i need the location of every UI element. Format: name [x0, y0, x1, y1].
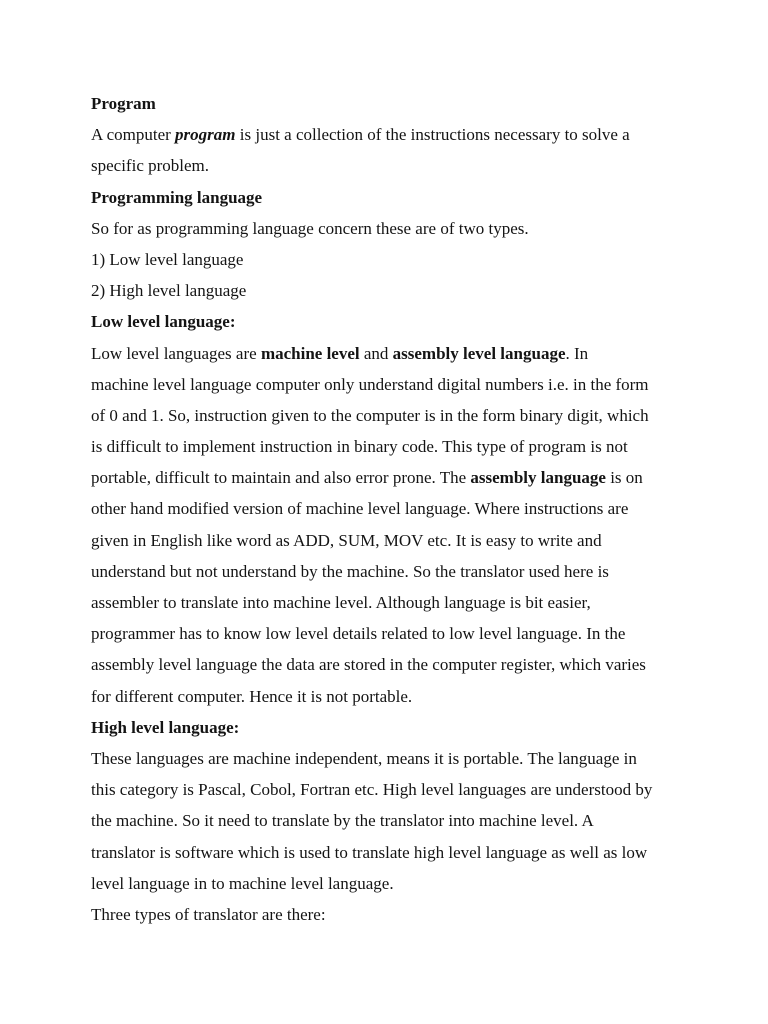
text-run: Low level languages are — [91, 343, 261, 363]
heading-text: Low level language: — [91, 312, 236, 332]
text-run: is just a collection of the instructions necessary to solve a — [235, 125, 630, 145]
text-run: and — [359, 343, 393, 363]
text-run: portable, difficult to maintain and also error prone. The — [91, 468, 471, 488]
document-body — [91, 88, 681, 930]
emphasis-program: program — [175, 125, 236, 145]
text-run: level language in to machine level language. — [91, 873, 394, 893]
paragraph-line — [91, 431, 681, 462]
text-run: . In — [565, 343, 589, 363]
paragraph-line — [91, 119, 681, 150]
heading-text: Program — [91, 94, 156, 113]
text-run: is difficult to implement instruction in binary code. This type of program is not — [91, 437, 628, 457]
text-run: is on — [605, 468, 643, 488]
text-run: for different computer. Hence it is not portable. — [91, 686, 413, 706]
text-run: So for as programming language concern these are of two types. — [91, 218, 529, 238]
bold-assembly-language: assembly language — [470, 468, 606, 488]
paragraph-line — [91, 338, 681, 369]
text-run: of 0 and 1. So, instruction given to the computer is in the form binary digit, which — [91, 405, 649, 425]
paragraph-line — [91, 868, 681, 899]
paragraph-line — [91, 805, 681, 836]
text-run: assembly level language the data are stored in the computer register, which varies — [91, 655, 646, 675]
paragraph-line — [91, 493, 681, 524]
paragraph-line — [91, 369, 681, 400]
paragraph-line — [91, 525, 681, 556]
text-run: 1) Low level language — [91, 249, 244, 269]
paragraph-line — [91, 213, 681, 244]
text-run: translator is software which is used to translate high level language as well as low — [91, 842, 648, 862]
text-run: specific problem. — [91, 156, 210, 176]
heading-low-level-language — [91, 306, 681, 337]
paragraph-line — [91, 462, 681, 493]
text-run: other hand modified version of machine level language. Where instructions are — [91, 499, 629, 519]
text-run: assembler to translate into machine level. Although language is bit easier, — [91, 593, 591, 612]
text-run: this category is Pascal, Cobol, Fortran etc. High level languages are understood by — [91, 780, 653, 800]
text-run: machine level language computer only understand digital numbers i.e. in the form — [91, 374, 649, 394]
text-run: understand but not understand by the machine. So the translator used here is — [91, 561, 609, 581]
paragraph-line — [91, 743, 681, 774]
paragraph-line — [91, 400, 681, 431]
text-run: Three types of translator are there: — [91, 904, 326, 924]
paragraph-line — [91, 649, 681, 680]
paragraph-line — [91, 899, 681, 930]
bold-assembly-level-language: assembly level language — [392, 343, 566, 363]
paragraph-line — [91, 150, 681, 181]
text-run: given in English like word as ADD, SUM, MOV etc. It is easy to write and — [91, 530, 602, 550]
paragraph-line — [91, 556, 681, 587]
text-run: 2) High level language — [91, 281, 247, 301]
text-run: the machine. So it need to translate by the translator into machine level. A — [91, 811, 594, 831]
list-item-high-level — [91, 275, 681, 306]
heading-programming-language — [91, 182, 681, 213]
paragraph-line — [91, 587, 681, 618]
heading-text: Programming language — [91, 187, 263, 207]
text-run: These languages are machine independent, means it is portable. The language in — [91, 748, 637, 768]
heading-high-level-language — [91, 712, 681, 743]
paragraph-line — [91, 774, 681, 805]
list-item-low-level — [91, 244, 681, 275]
bold-machine-level: machine level — [260, 343, 360, 363]
text-run: programmer has to know low level details related to low level language. In the — [91, 624, 626, 644]
heading-program — [91, 88, 681, 119]
paragraph-line — [91, 837, 681, 868]
paragraph-line — [91, 618, 681, 649]
paragraph-line — [91, 681, 681, 712]
text-run: A computer — [91, 125, 176, 145]
heading-text: High level language: — [91, 717, 240, 737]
